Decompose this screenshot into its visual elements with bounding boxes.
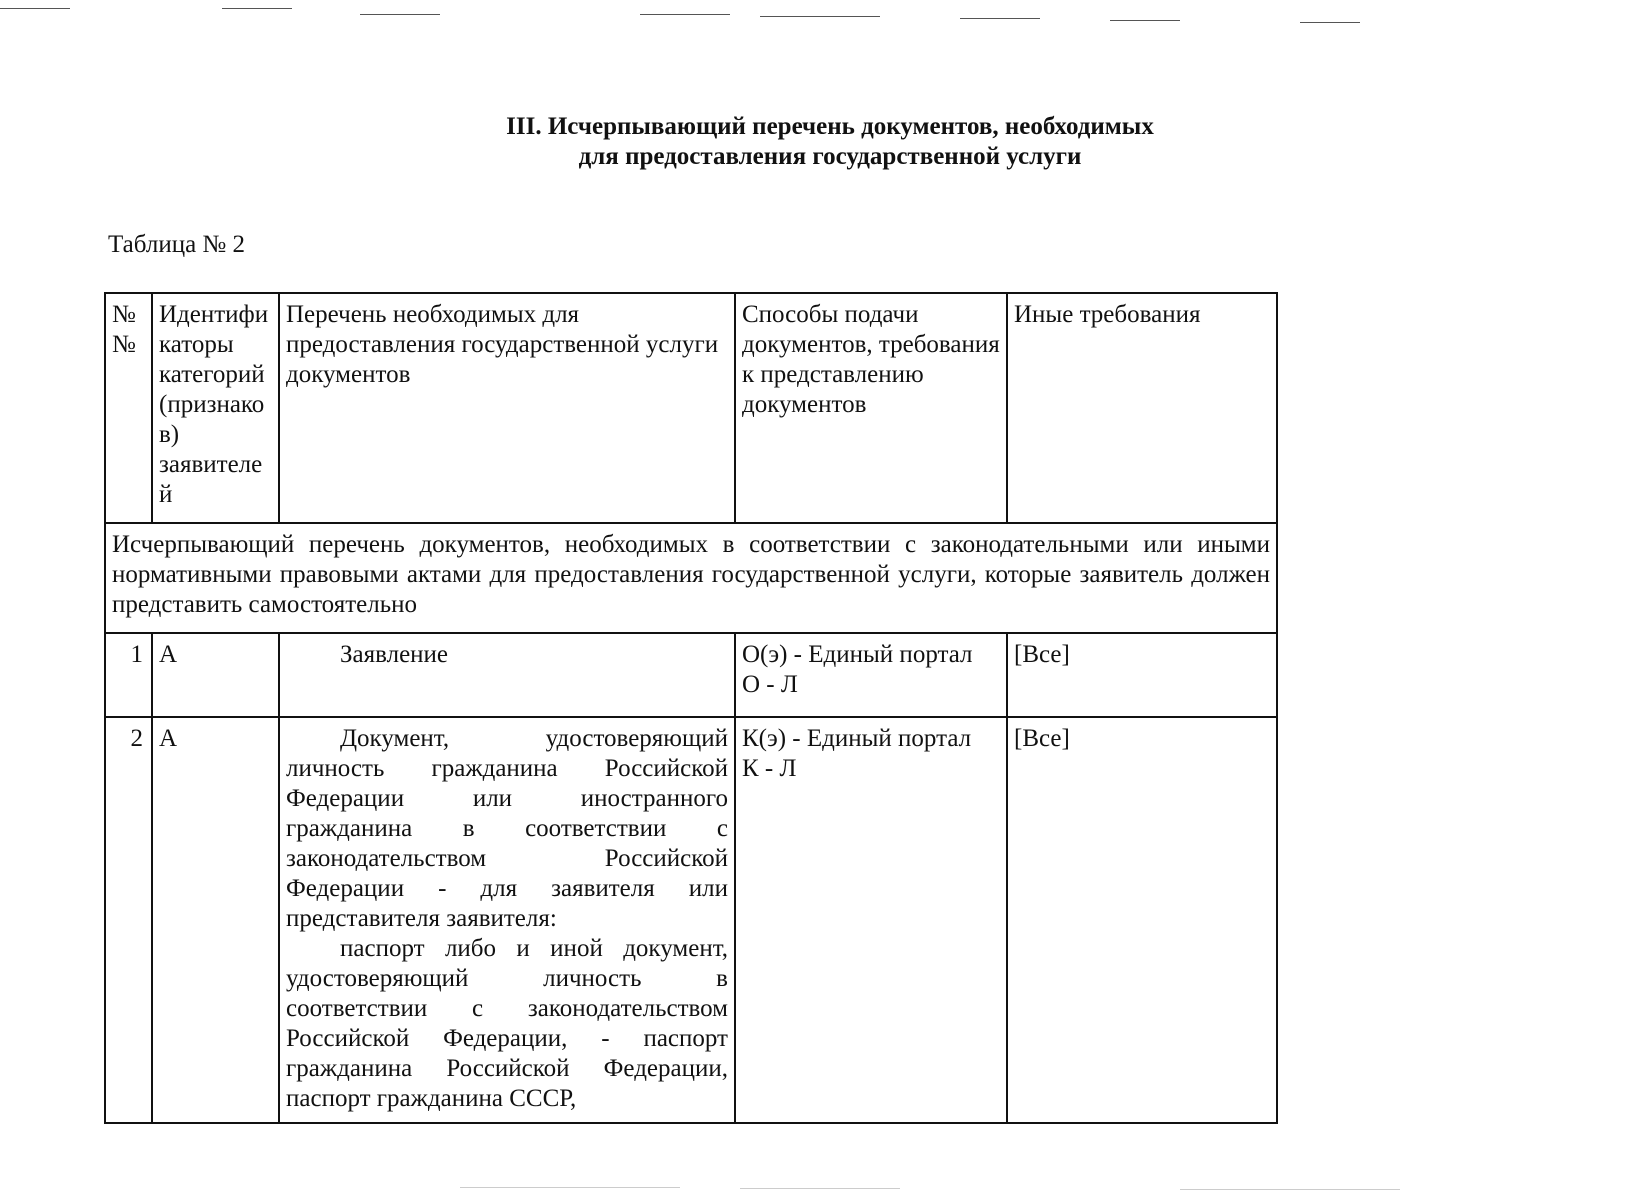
row-ways-line-1: О(э) - Единый портал	[742, 641, 973, 668]
header-num	[105, 293, 152, 523]
header-documents-list: Перечень необходимых для предоставления государственной услуги документов	[279, 293, 735, 523]
row-ways-line-2: О - Л	[742, 671, 798, 698]
header-num-line-2: №	[112, 331, 136, 358]
header-identifiers: Идентификаторы категорий (признаков) заявителей	[152, 293, 279, 523]
documents-table	[104, 292, 1278, 1124]
row-identifier: А	[152, 633, 279, 717]
table-section-row	[105, 523, 1277, 633]
header-submission-ways: Способы подачи документов, требования к представлению документов	[735, 293, 1007, 523]
table-row	[105, 717, 1277, 1123]
row-other-requirements: [Все]	[1007, 717, 1277, 1123]
row-document-text: Заявление	[340, 641, 449, 668]
row-ways-line-2: К - Л	[742, 755, 797, 782]
row-identifier: А	[152, 717, 279, 1123]
section-description: Исчерпывающий перечень документов, необходимых в соответствии с законодательными или иными нормативными правовыми актами для предоставления государственной услуги, которые заявитель должен представить самостоятельно	[105, 523, 1277, 633]
row-document	[279, 717, 735, 1123]
header-other-requirements: Иные требования	[1007, 293, 1277, 523]
table-caption: Таблица № 2	[108, 231, 246, 258]
row-ways-line-1: К(э) - Единый портал	[742, 725, 972, 752]
row-other-requirements: [Все]	[1007, 633, 1277, 717]
section-title-line-2: для предоставления государственной услуги	[578, 143, 1082, 170]
table-row	[105, 633, 1277, 717]
row-submission-ways	[735, 633, 1007, 717]
section-title	[380, 112, 1280, 172]
scan-top-edge	[0, 2, 1631, 22]
table-header-row	[105, 293, 1277, 523]
row-submission-ways	[735, 717, 1007, 1123]
row-number: 2	[105, 717, 152, 1123]
section-title-line-1: III. Исчерпывающий перечень документов, необходимых	[506, 113, 1154, 140]
row-document	[279, 633, 735, 717]
row-document-paragraph-1: Документ, удостоверяющий личность гражданина Российской Федерации или иностранного гражданина в соответствии с законодательством Российской Федерации - для заявителя или представителя заявителя:	[286, 725, 728, 932]
header-num-line-1: №	[112, 301, 136, 328]
row-document-paragraph-2: паспорт либо и иной документ, удостоверяющий личность в соответствии с законодательством Российской Федерации, - паспорт гражданина Российской Федерации, паспорт гражданина СССР,	[286, 935, 728, 1112]
scan-bottom-edge	[0, 1185, 1631, 1195]
row-number: 1	[105, 633, 152, 717]
